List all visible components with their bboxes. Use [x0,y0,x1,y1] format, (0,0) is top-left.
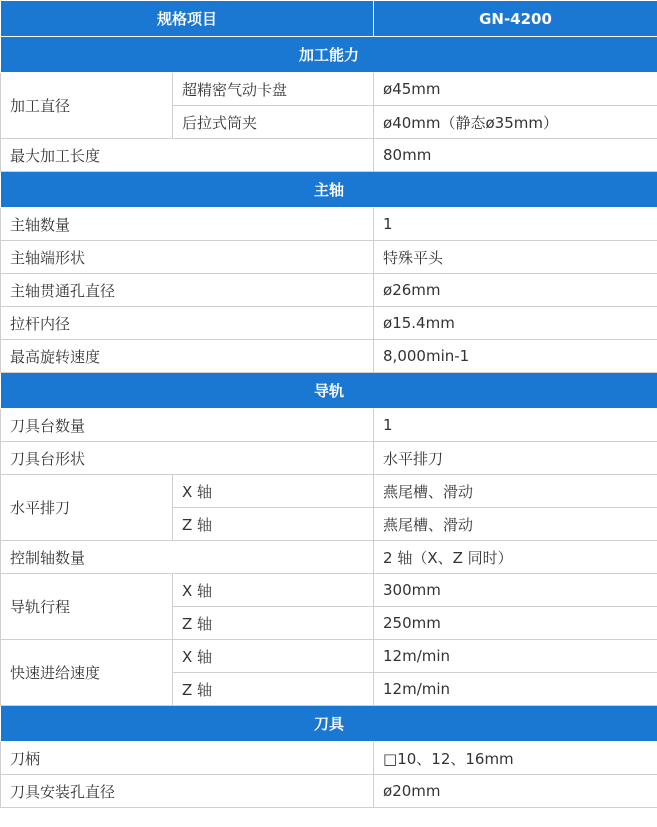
table-row [1,475,657,508]
row-sublabel: 超精密气动卡盘 [173,73,374,106]
row-value: 80mm [374,139,657,172]
row-sublabel: X 轴 [173,640,374,673]
row-value: 燕尾槽、滑动 [374,508,657,541]
row-value: 水平排刀 [374,442,657,475]
table-header [1,1,657,37]
section-title: 加工能力 [1,37,657,73]
row-label: 刀具安装孔直径 [1,775,374,808]
table-row [1,208,657,241]
table-row [1,307,657,340]
row-label: 水平排刀 [1,475,173,541]
table-row [1,574,657,607]
table-row [1,274,657,307]
row-value: □10、12、16mm [374,742,657,775]
row-sublabel: X 轴 [173,574,374,607]
section-header-machining [1,37,657,73]
row-value: 1 [374,409,657,442]
row-sublabel: Z 轴 [173,508,374,541]
section-title: 导轨 [1,373,657,409]
row-label: 主轴端形状 [1,241,374,274]
row-label: 加工直径 [1,73,173,139]
row-value: 1 [374,208,657,241]
table-row [1,73,657,106]
table-row [1,241,657,274]
row-value: ø45mm [374,73,657,106]
section-header-guide [1,373,657,409]
table-row [1,775,657,808]
section-title: 刀具 [1,706,657,742]
row-value: 特殊平头 [374,241,657,274]
row-label: 最大加工长度 [1,139,374,172]
row-sublabel: X 轴 [173,475,374,508]
row-value: ø15.4mm [374,307,657,340]
row-value: 2 轴（X、Z 同时） [374,541,657,574]
section-header-tool [1,706,657,742]
row-label: 刀具台数量 [1,409,374,442]
table-row [1,640,657,673]
row-sublabel: Z 轴 [173,673,374,706]
row-label: 刀柄 [1,742,374,775]
row-value: 8,000min-1 [374,340,657,373]
row-value: 250mm [374,607,657,640]
row-value: ø40mm（静态ø35mm） [374,106,657,139]
row-label: 最高旋转速度 [1,340,374,373]
row-label: 控制轴数量 [1,541,374,574]
row-label: 主轴数量 [1,208,374,241]
row-value: 300mm [374,574,657,607]
table-row [1,442,657,475]
table-row [1,409,657,442]
table-row [1,340,657,373]
row-label: 导轨行程 [1,574,173,640]
row-label: 拉杆内径 [1,307,374,340]
row-label: 刀具台形状 [1,442,374,475]
row-value: 燕尾槽、滑动 [374,475,657,508]
section-title: 主轴 [1,172,657,208]
table-row [1,541,657,574]
row-sublabel: 后拉式筒夹 [173,106,374,139]
row-label: 快速进给速度 [1,640,173,706]
row-value: 12m/min [374,640,657,673]
row-value: ø20mm [374,775,657,808]
row-value: 12m/min [374,673,657,706]
row-sublabel: Z 轴 [173,607,374,640]
header-model: GN-4200 [374,1,657,37]
section-header-spindle [1,172,657,208]
row-value: ø26mm [374,274,657,307]
header-spec-item: 规格项目 [1,1,374,37]
table-row [1,139,657,172]
table-row [1,742,657,775]
row-label: 主轴贯通孔直径 [1,274,374,307]
